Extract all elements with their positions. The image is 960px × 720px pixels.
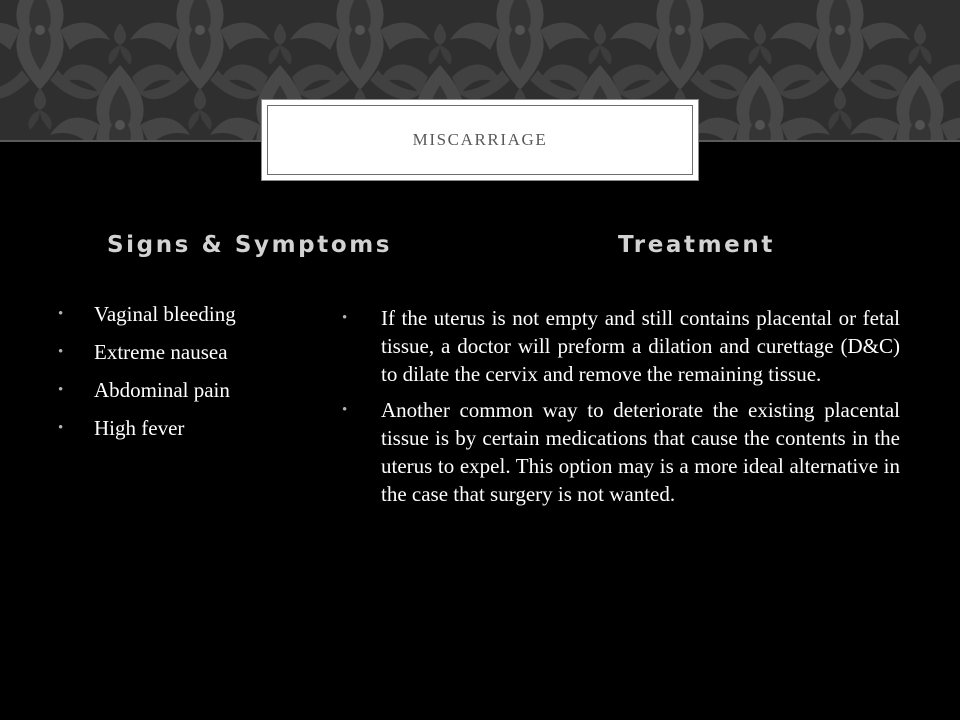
list-item-text: Extreme nausea <box>94 340 228 364</box>
title-frame <box>267 105 693 175</box>
bullet-dot-icon: • <box>58 344 64 360</box>
list-item-text: If the uterus is not empty and still contains placental or fetal tissue, a doctor will preform a dilation and curettage (D&C) to dilate the cervix and remove the remaining tissue. <box>381 306 900 386</box>
bullet-dot-icon: • <box>58 306 64 322</box>
bullet-dot-icon: • <box>342 402 348 418</box>
bullet-dot-icon: • <box>58 420 64 436</box>
slide-title: MISCARRIAGE <box>412 130 548 149</box>
signs-symptoms-heading: Signs & Symptoms <box>107 232 393 258</box>
treatment-list <box>342 304 900 516</box>
list-item <box>342 396 900 508</box>
list-item-text: Vaginal bleeding <box>94 302 236 326</box>
list-item <box>342 304 900 388</box>
bullet-dot-icon: • <box>342 310 348 326</box>
list-item-text: High fever <box>94 416 185 440</box>
title-box <box>261 99 699 181</box>
treatment-heading: Treatment <box>618 232 775 258</box>
list-item <box>58 302 318 327</box>
list-item <box>58 378 318 403</box>
list-item <box>58 416 318 441</box>
list-item-text: Abdominal pain <box>94 378 230 402</box>
bullet-dot-icon: • <box>58 382 64 398</box>
list-item <box>58 340 318 365</box>
symptoms-list <box>58 302 318 454</box>
list-item-text: Another common way to deteriorate the existing placental tissue is by certain medications that cause the contents in the uterus to expel. This option may is a more ideal alternative in the case that surgery is not wanted. <box>381 398 900 506</box>
